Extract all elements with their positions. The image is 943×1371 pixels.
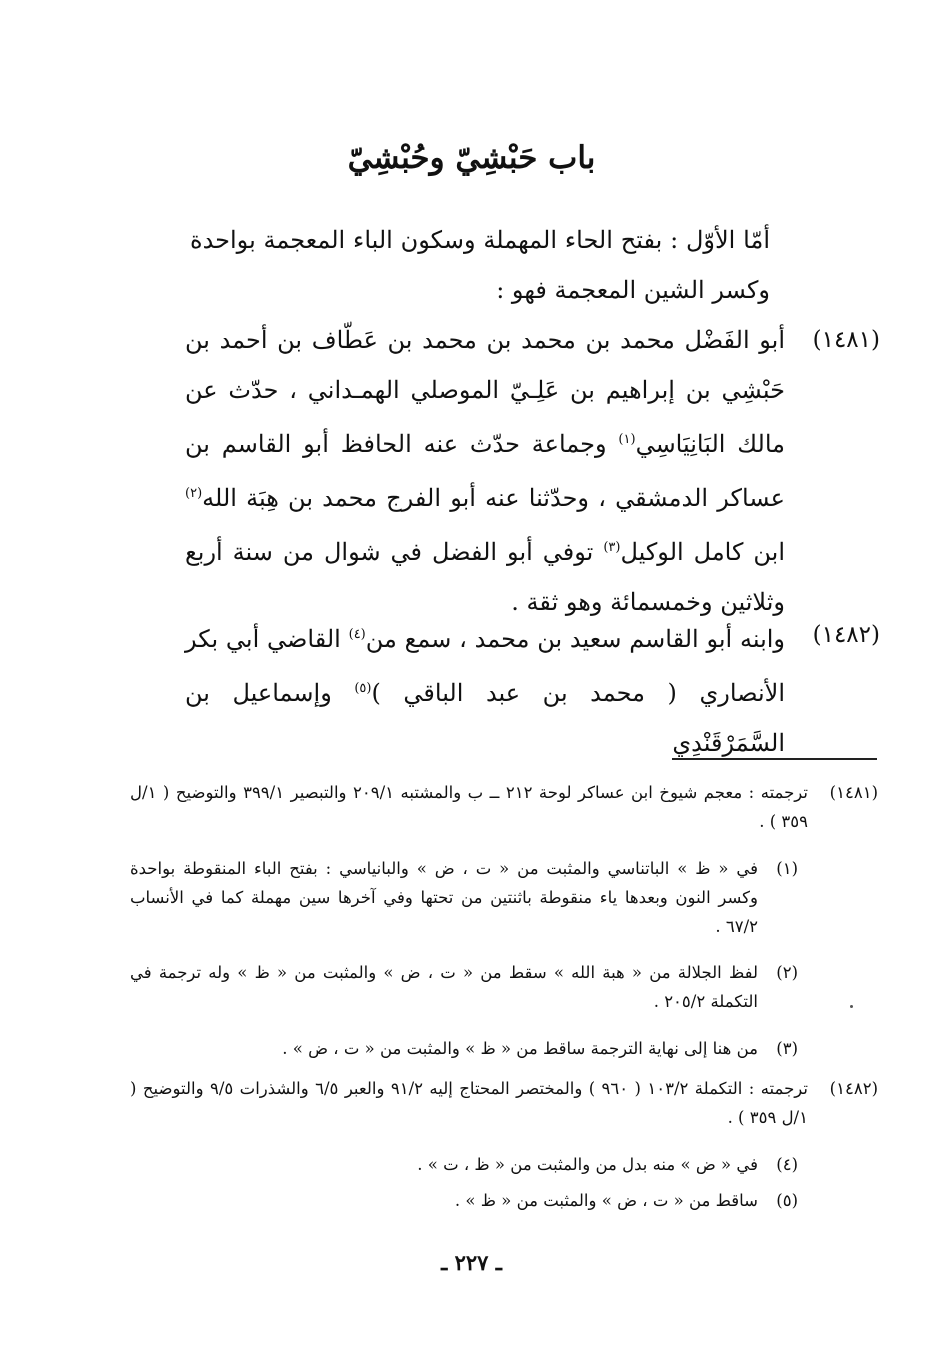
footnote-separator	[672, 758, 877, 760]
entry-1481	[150, 315, 880, 615]
footnote-number: (١٤٨٢)	[829, 1079, 878, 1098]
footnote-number: (٢)	[776, 963, 798, 982]
entry-number: (١٤٨١)	[812, 327, 880, 353]
footnote-number: (٤)	[776, 1155, 798, 1174]
footnote-number: (١٤٨١)	[829, 783, 878, 802]
footnote-number: (١)	[776, 859, 798, 878]
chapter-title: باب حَبْشِيّ وحُبْشِيّ	[347, 140, 596, 176]
entry-text: وابنه أبو القاسم سعيد بن محمد ، سمع من$^{(٤)}$ القاضي أبي بكر الأنصاري ( محمد بن عبد الباقي )$^{(٥)}$ وإسماعيل بن السَّمَرْقَنْدِي	[185, 625, 786, 757]
footnote-text: ساقط من « ت ، ض » والمثبت من « ظ » .	[454, 1191, 758, 1210]
footnote-text: في « ظ » الباتناسي والمثبت من « ت ، ض » والبانياسي : بفتح الباء المنقوطة بواحدة وكسر النون وبعدها ياء منقوطة باثنتين من تحتها وفي آخرها سين مهملة كما في الأنساب ٦٧/٢ .	[130, 859, 758, 936]
footnote-text: ترجمته : معجم شيوخ ابن عساكر لوحة ٢١٢ ــ ب والمشتبه ٢٠٩/١ والتبصير ٣٩٩/١ والتوضيح ( ١/ل ٣٥٩ ) .	[130, 783, 808, 831]
margin-dot	[850, 1005, 853, 1008]
entry-number: (١٤٨٢)	[812, 622, 880, 648]
entry-1482	[150, 610, 880, 757]
footnote-number: (٥)	[776, 1191, 798, 1210]
footnote-text: لفظ الجلالة من « هبة الله » سقط من « ت ، ض » والمثبت من « ظ » وله ترجمة في التكملة ٢٠٥/٢ .	[130, 963, 758, 1011]
intro-paragraph: أمّا الأوّل : بفتح الحاء المهملة وسكون الباء المعجمة بواحدة وكسر الشين المعجمة فهو :	[190, 226, 770, 304]
footnote-text: في « ض » منه بدل من والمثبت من « ظ ، ت » .	[417, 1155, 758, 1174]
page-number: ـ ٢٢٧ ـ	[441, 1250, 502, 1275]
footnote-number: (٣)	[776, 1039, 798, 1058]
footnote-text: ترجمته : التكملة ١٠٣/٢ ( ٩٦٠ ) والمختصر المحتاج إليه ٩١/٢ والعبر ٦/٥ والشذرات ٩/٥ والتوضيح ( ١/ل ٣٥٩ ) .	[130, 1079, 808, 1127]
entry-text: أبو الفَضْل محمد بن محمد بن محمد بن عَطّاف بن أحمد بن حَبْشِي بن إبراهيم بن عَلِـيّ الموصلي الهمـداني ، حدّث عن مالك البَانِيَاسِي$^{(١)}$ وجماعة حدّث عنه الحافظ أبو القاسم بن عساكر الدمشقي ، وحدّثنا عنه أبو الفرج محمد بن هِبَة الله$^{(٢)}$ ابن كامل الوكيل$^{(٣)}$ توفي أبو الفضل في شوال من سنة أربع وثلاثين وخمسمائة وهو ثقة .	[185, 326, 785, 616]
footnote-text: من هنا إلى نهاية الترجمة ساقط من « ظ » والمثبت من « ت ، ض » .	[282, 1039, 758, 1058]
